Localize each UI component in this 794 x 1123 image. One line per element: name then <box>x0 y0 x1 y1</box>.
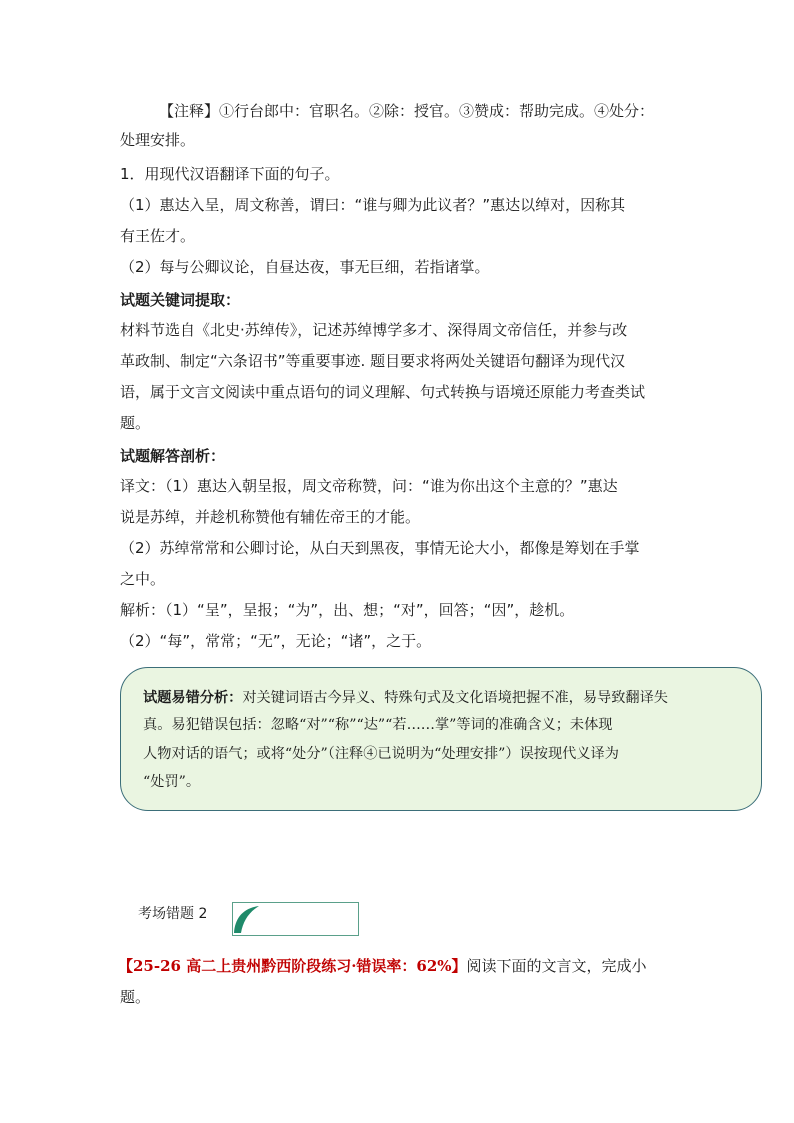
question-2: （2）每与公卿议论，自昼达夜，事无巨细，若指诸掌。 <box>120 258 490 276</box>
keywords-line: 题。 <box>120 414 151 432</box>
note-line-2: 处理安排。 <box>120 131 196 149</box>
source-label: 【25-26 高二上贵州黔西阶段练习·错误率：62%】 <box>118 957 467 975</box>
analysis-line: （2）苏绰常常和公卿讨论，从白天到黑夜，事情无论大小，都像是筹划在手掌 <box>120 539 640 557</box>
keywords-line: 语，属于文言文阅读中重点语句的词义理解、句式转换与语境还原能力考查类试 <box>120 383 646 401</box>
analysis-line: 解析：（1）“呈”，呈报；“为”，出、想；“对”，回答；“因”，趁机。 <box>120 601 575 619</box>
analysis-line: 说是苏绰，并趁机称赞他有辅佐帝王的才能。 <box>120 508 421 526</box>
keywords-line: 材料节选自《北史·苏绰传》，记述苏绰博学多才、深得周文帝信任，并参与改 <box>120 321 628 339</box>
analysis-line: 译文：（1）惠达入朝呈报，周文帝称赞，问：“谁为你出这个主意的？”惠达 <box>120 477 618 495</box>
section-tag-box <box>232 902 359 936</box>
analysis-heading: 试题解答剖析： <box>120 447 226 465</box>
callout-line: “处罚”。 <box>143 774 201 790</box>
leaf-icon <box>231 903 271 935</box>
note-line-1: 【注释】①行台郎中：官职名。②除：授官。③赞成：帮助完成。④处分： <box>159 102 655 120</box>
analysis-line: 之中。 <box>120 570 166 588</box>
question-1-line-1: （1）惠达入呈，周文称善，谓曰：“谁与卿为此议者？”惠达以绰对，因称其 <box>120 196 626 214</box>
question-1-line-2: 有王佐才。 <box>120 227 196 245</box>
keywords-heading: 试题关键词提取： <box>120 291 241 309</box>
analysis-line: （2）“每”，常常；“无”，无论；“诸”，之于。 <box>120 632 432 650</box>
section-tag-label: 考场错题 2 <box>138 906 208 922</box>
callout-line-1 <box>143 688 668 708</box>
callout-line-1-text: 对关键词语古今异义、特殊句式及文化语境把握不准，易导致翻译失 <box>242 690 668 706</box>
callout-line: 真。易犯错误包括：忽略“对”“称”“达”“若……掌”等词的准确含义；未体现 <box>143 717 613 733</box>
source-text: 阅读下面的文言文，完成小 <box>466 957 647 975</box>
error-analysis-callout <box>120 667 762 811</box>
question-title: 1．用现代汉语翻译下面的句子。 <box>120 165 340 183</box>
keywords-line: 革政制、制定“六条诏书”等重要事迹. 题目要求将两处关键语句翻译为现代汉 <box>120 352 626 370</box>
callout-line: 人物对话的语气；或将“处分”（注释④已说明为“处理安排”）误按现代义译为 <box>143 746 619 762</box>
source-line <box>118 956 647 976</box>
source-line-2: 题。 <box>120 988 151 1006</box>
callout-label: 试题易错分析： <box>143 690 243 706</box>
